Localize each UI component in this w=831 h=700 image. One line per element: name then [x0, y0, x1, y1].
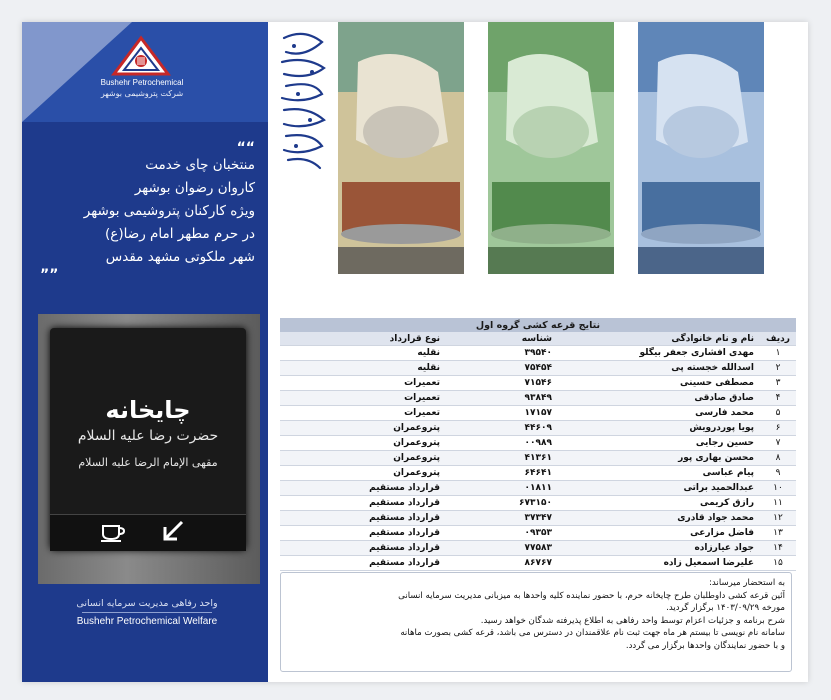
brand-name-fa: شرکت پتروشیمی بوشهر: [100, 89, 184, 98]
row-name-cell: علیرضا اسمعیل زاده: [558, 556, 760, 571]
table-row: [280, 346, 796, 361]
row-idx-cell: ۱۵: [760, 556, 796, 571]
header-id: شناسه: [446, 332, 558, 346]
row-idx-cell: ۶: [760, 421, 796, 436]
row-type-cell: تعمیرات: [280, 406, 446, 421]
row-type-cell: قرارداد مستقیم: [280, 496, 446, 511]
row-id-cell: ۶۴۶۴۱: [446, 466, 558, 481]
table-row: [280, 541, 796, 556]
row-type-cell: قرارداد مستقیم: [280, 526, 446, 541]
welfare-unit-en: Bushehr Petrochemical Welfare: [76, 616, 218, 627]
header-idx: ردیف: [760, 332, 796, 346]
table-row: [280, 451, 796, 466]
row-id-cell: ۳۷۳۴۷: [446, 511, 558, 526]
brand-name-en: Bushehr Petrochemical: [100, 78, 184, 87]
row-type-cell: پتروعمران: [280, 436, 446, 451]
row-type-cell: پتروعمران: [280, 421, 446, 436]
row-name-cell: مهدی افشاری جعفر بیگلو: [558, 346, 760, 361]
notice-box: [280, 572, 792, 672]
notice-line-5: سامانه نام نویسی تا بیستم هر ماه جهت ثبت نام علاقمندان در دسترس می باشد، قرعه کشی بصورت ماهانه: [400, 628, 785, 639]
row-type-cell: قرارداد مستقیم: [280, 556, 446, 571]
row-name-cell: مصطفی حسینی: [558, 376, 760, 391]
row-idx-cell: ۱۳: [760, 526, 796, 541]
header-type: نوع قرارداد: [280, 332, 446, 346]
table-row: [280, 466, 796, 481]
poster: [22, 22, 808, 682]
header-name: نام و نام خانوادگی: [558, 332, 760, 346]
row-idx-cell: ۱۱: [760, 496, 796, 511]
row-idx-cell: ۱۲: [760, 511, 796, 526]
row-name-cell: رازق کریمی: [558, 496, 760, 511]
row-idx-cell: ۸: [760, 451, 796, 466]
row-idx-cell: ۷: [760, 436, 796, 451]
headline-quote: [40, 142, 255, 281]
row-id-cell: ۰۱۸۱۱: [446, 481, 558, 496]
tea-photo-gold: [338, 22, 464, 274]
quote-close-mark: ””: [40, 267, 59, 283]
teacup-icon: [100, 520, 126, 542]
table-row: [280, 511, 796, 526]
row-idx-cell: ۵: [760, 406, 796, 421]
table-row: [280, 481, 796, 496]
row-name-cell: محسن بهاری پور: [558, 451, 760, 466]
row-idx-cell: ۳: [760, 376, 796, 391]
row-id-cell: ۷۵۴۵۴: [446, 361, 558, 376]
tea-photo-blue-art: [638, 22, 764, 274]
notice-line-3: مورخه ۱۴۰۳/۰۹/۲۹ برگزار گردید.: [666, 603, 785, 614]
table-row: [280, 376, 796, 391]
row-id-cell: ۴۱۳۶۱: [446, 451, 558, 466]
row-name-cell: پیام عباسی: [558, 466, 760, 481]
bushehr-petrochemical-logo: [110, 34, 172, 78]
row-type-cell: قرارداد مستقیم: [280, 511, 446, 526]
table-row: [280, 421, 796, 436]
row-id-cell: ۰۰۹۸۹: [446, 436, 558, 451]
tea-photo-gold-art: [338, 22, 464, 274]
tea-photo-green-art: [488, 22, 614, 274]
row-idx-cell: ۱۰: [760, 481, 796, 496]
row-id-cell: ۹۳۸۴۹: [446, 391, 558, 406]
row-name-cell: فاضل مزارعی: [558, 526, 760, 541]
quote-open-mark: ““: [236, 140, 255, 156]
row-idx-cell: ۱: [760, 346, 796, 361]
row-type-cell: نقلیه: [280, 346, 446, 361]
welfare-unit-fa: واحد رفاهی مدیریت سرمایه انسانی: [76, 598, 218, 609]
welfare-divider: [82, 612, 212, 613]
tea-photo-green: [488, 22, 614, 274]
sign-title: چایخانه: [105, 396, 191, 424]
notice-line-6: و با حضور نمایندگان واحدها برگزار می گردد.: [625, 640, 785, 651]
table-row: [280, 361, 796, 376]
row-type-cell: پتروعمران: [280, 451, 446, 466]
notice-line-4: شرح برنامه و جزئیات اعزام توسط واحد رفاهی به اطلاع پذیرفته شدگان خواهد رسید.: [480, 615, 785, 626]
row-id-cell: ۸۶۷۶۷: [446, 556, 558, 571]
results-table-wrapper: [280, 318, 796, 571]
teahouse-sign-photo: [38, 314, 260, 584]
row-name-cell: حسین رجایی: [558, 436, 760, 451]
row-idx-cell: ۱۴: [760, 541, 796, 556]
row-id-cell: ۶۷۳۱۵۰: [446, 496, 558, 511]
table-row: [280, 526, 796, 541]
quote-line-1: منتخبان چای خدمت: [145, 157, 255, 173]
row-idx-cell: ۲: [760, 361, 796, 376]
row-id-cell: ۱۷۱۵۷: [446, 406, 558, 421]
quote-line-3: ویژه کارکنان پتروشیمی بوشهر: [83, 203, 255, 219]
table-row: [280, 391, 796, 406]
row-type-cell: پتروعمران: [280, 466, 446, 481]
row-id-cell: ۳۹۵۴۰: [446, 346, 558, 361]
row-name-cell: اسدالله خجسته پی: [558, 361, 760, 376]
row-id-cell: ۷۱۵۴۶: [446, 376, 558, 391]
table-row: [280, 556, 796, 571]
row-name-cell: عبدالحمید براتی: [558, 481, 760, 496]
arrow-down-left-icon: [160, 518, 186, 544]
notice-line-2: آئین قرعه کشی داوطلبان طرح چایخانه حرم، با حضور نماینده کلیه واحدها به میزبانی مدیریت سرمایه انسانی: [398, 590, 785, 601]
teahouse-sign: [50, 328, 246, 550]
row-type-cell: تعمیرات: [280, 391, 446, 406]
table-title: نتایج قرعه کشی گروه اول: [280, 318, 796, 332]
row-name-cell: محمد جواد قادری: [558, 511, 760, 526]
table-header-row: [280, 332, 796, 346]
table-row: [280, 406, 796, 421]
sign-subtitle: حضرت رضا عليه السلام: [77, 428, 219, 444]
quote-line-4: در حرم مطهر امام رضا(ع): [105, 226, 255, 242]
sign-bottom-strip: [50, 514, 246, 551]
row-name-cell: جواد عیارزاده: [558, 541, 760, 556]
table-body: [280, 332, 796, 571]
row-type-cell: تعمیرات: [280, 376, 446, 391]
tea-photo-blue: [638, 22, 764, 274]
row-idx-cell: ۴: [760, 391, 796, 406]
side-panel: [22, 22, 268, 682]
row-name-cell: محمد فارسی: [558, 406, 760, 421]
row-name-cell: پویا پوردرویش: [558, 421, 760, 436]
row-id-cell: ۴۴۶۰۹: [446, 421, 558, 436]
results-table: [280, 318, 796, 571]
calligraphy-emblem: [274, 28, 332, 178]
row-type-cell: قرارداد مستقیم: [280, 541, 446, 556]
row-idx-cell: ۹: [760, 466, 796, 481]
table-row: [280, 496, 796, 511]
row-type-cell: قرارداد مستقیم: [280, 481, 446, 496]
quote-line-5: شهر ملکوتی مشهد مقدس: [105, 249, 255, 265]
table-row: [280, 436, 796, 451]
row-id-cell: ۰۹۳۵۳: [446, 526, 558, 541]
row-name-cell: صادق صادقی: [558, 391, 760, 406]
quote-line-2: کاروان رضوان بوشهر: [134, 180, 255, 196]
sign-arabic: مقهى الإمام الرضا عليه السلام: [78, 456, 218, 469]
row-id-cell: ۷۷۵۸۳: [446, 541, 558, 556]
notice-line-1: به استحضار میرساند:: [709, 578, 785, 588]
row-type-cell: نقلیه: [280, 361, 446, 376]
